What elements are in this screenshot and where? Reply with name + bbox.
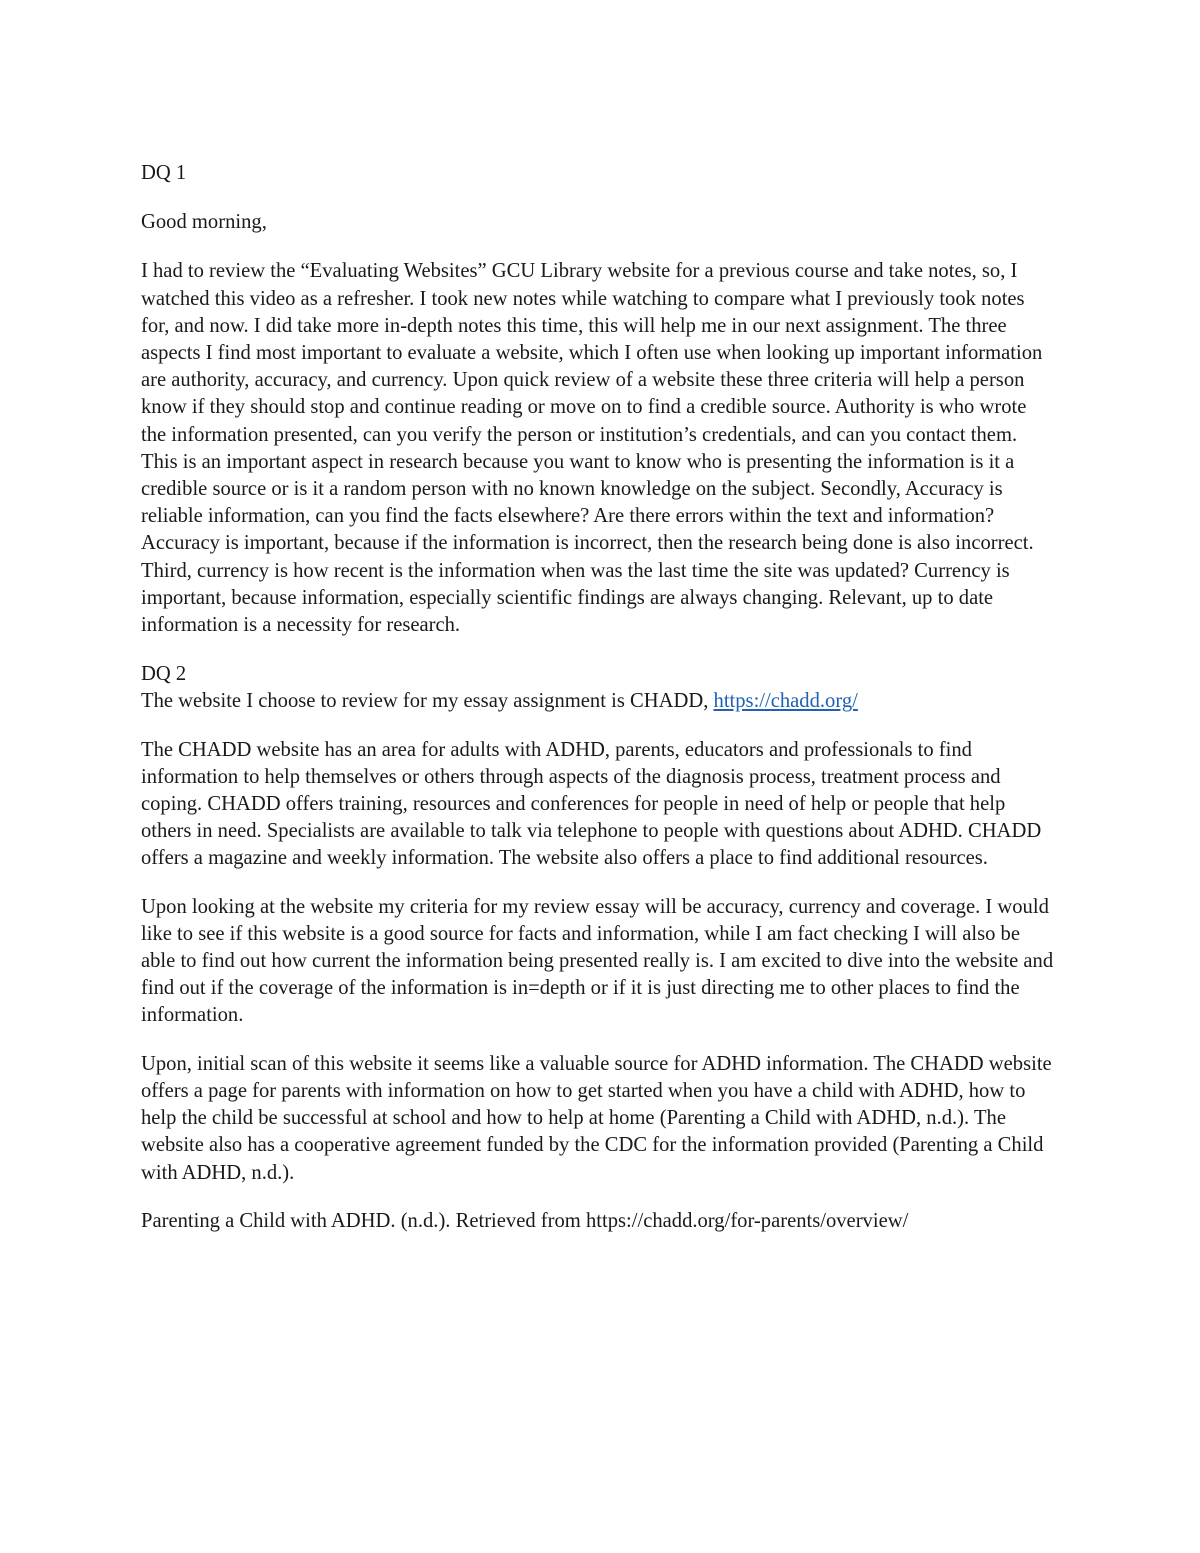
paragraph-criteria: Upon looking at the website my criteria for my review essay will be accuracy, currency and coverage. I would like to see if this website is a good source for facts and information, while I am fact checking I will also be able to find out how current the information being presented really is. I am excited to dive into the website and find out if the coverage of the information is in=depth or if it is just directing me to other places to find the information.	[141, 895, 1054, 1027]
dq1-heading: DQ 1	[141, 162, 187, 184]
paragraph-scan: Upon, initial scan of this website it seems like a valuable source for ADHD information. The CHADD website offers a page for parents with information on how to get started when you have a child with ADHD, how to help the child be successful at school and how to help at home (Parenting a Child with ADHD, n.d.). The website also has a cooperative agreement funded by the CDC for the information provided (Parenting a Child with ADHD, n.d.).	[141, 1052, 1052, 1184]
chadd-link[interactable]: https://chadd.org/	[713, 690, 858, 713]
greeting: Good morning,	[141, 211, 267, 234]
paragraph-chadd: The CHADD website has an area for adults with ADHD, parents, educators and professionals to find information to help themselves or others through aspects of the diagnosis process, treatment process and coping. CHADD offers training, resources and conferences for people in need of help or people that help others in need. Specialists are available to talk via telephone to people with questions about ADHD. CHADD offers a magazine and weekly information. The website also offers a place to find additional resources.	[141, 738, 1042, 870]
document-page	[141, 160, 1056, 1235]
dq1-paragraph: I had to review the “Evaluating Websites” GCU Library website for a previous course and take notes, so, I watched this video as a refresher. I took new notes while watching to compare what I previously took notes for, and now. I did take more in-depth notes this time, this will help me in our next assignment. The three aspects I find most important to evaluate a website, which I often use when looking up important information are authority, accuracy, and currency. Upon quick review of a website these three criteria will help a person know if they should stop and continue reading or move on to find a credible source. Authority is who wrote the information presented, can you verify the person or institution’s credentials, and can you contact them. This is an important aspect in research because you want to know who is presenting the information is it a credible source or is it a random person with no known knowledge on the subject. Secondly, Accuracy is reliable information, can you find the facts elsewhere? Are there errors within the text and information? Accuracy is important, because if the information is incorrect, then the research being done is also incorrect. Third, currency is how recent is the information when was the last time the site was updated? Currency is important, because information, especially scientific findings are always changing. Relevant, up to date information is a necessity for research.	[141, 260, 1043, 637]
reference: Parenting a Child with ADHD. (n.d.). Retrieved from https://chadd.org/for-parents/overview/	[141, 1209, 909, 1232]
dq2-intro-text: The website I choose to review for my essay assignment is CHADD,	[141, 690, 714, 713]
dq2-heading: DQ 2	[141, 663, 187, 686]
dq2-intro	[141, 688, 1056, 715]
